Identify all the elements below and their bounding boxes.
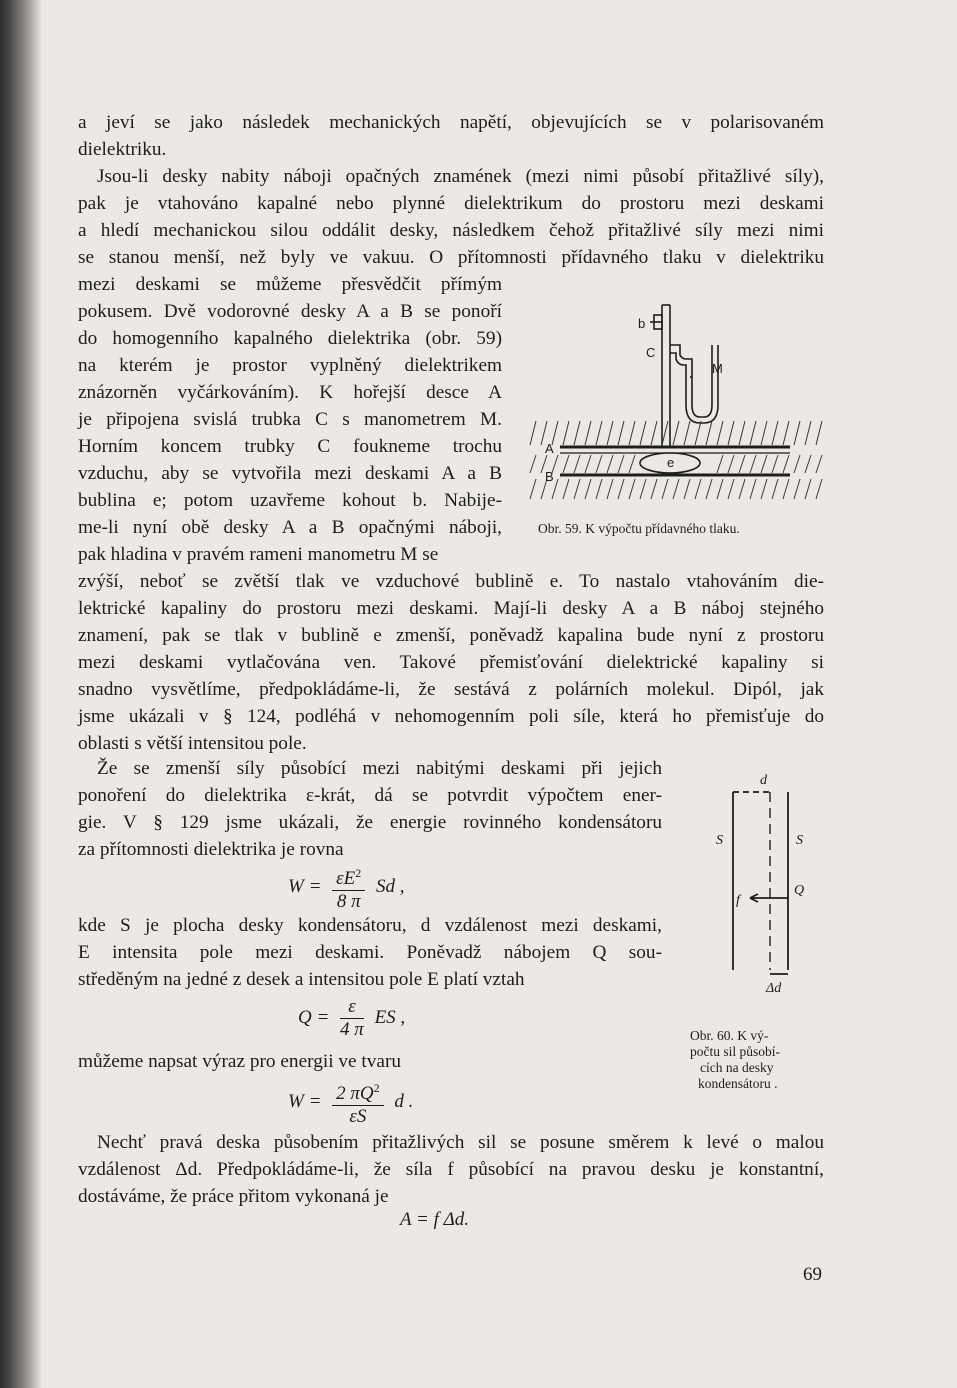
hatch-stroke: [651, 421, 657, 445]
hatch-stroke: [816, 455, 822, 473]
scan-binding-shadow: [0, 0, 42, 1388]
hatch-stroke: [717, 479, 723, 499]
hatch-stroke: [794, 479, 800, 499]
hatch-stroke: [717, 421, 723, 445]
formula-work: A = f Δd.: [400, 1209, 470, 1230]
hatch-stroke: [640, 479, 646, 499]
hatch-stroke: [706, 479, 712, 499]
text-line: Jsou-li desky nabity náboji opačných znamének (mezi nimi působí přitažlivé síly),: [97, 166, 824, 187]
hatch-stroke: [783, 479, 789, 499]
hatch-stroke: [607, 479, 613, 499]
text-line: me-li nyní obě desky A a B opačnými náboji,: [78, 517, 502, 538]
label-f: f: [736, 893, 740, 908]
hatch-stroke: [574, 479, 580, 499]
hatch-stroke: [717, 455, 723, 473]
hatch-stroke: [772, 479, 778, 499]
text-line: Že se zmenší síly působící mezi nabitými deskami při jejich: [97, 758, 662, 779]
label-d: d: [760, 773, 767, 788]
hatch-stroke: [772, 421, 778, 445]
text-line: E intensita pole mezi deskami. Poněvadž nábojem Q sou-: [78, 942, 662, 963]
text-line: mezi deskami vytlačována ven. Takové přemisťování dielektrické kapaliny si: [78, 652, 824, 673]
text-line: pokusem. Dvě vodorovné desky A a B se ponoří: [78, 301, 502, 322]
hatch-stroke: [750, 455, 756, 473]
text-line: vzdálenost Δd. Předpokládáme-li, že síla f působící na pravou desku je konstantní,: [78, 1159, 824, 1180]
formula-energy-charge: W = $\frac{2 \pi Q^2}{\varepsilon S}$ d .: [288, 1077, 413, 1128]
label-delta-d: Δd: [766, 981, 782, 996]
text-line: znamení, pak se tlak v bublině e zmenší, poněvadž kapalina bude nyní z prostoru: [78, 625, 824, 646]
text-line: bublina e; potom uzavřeme kohout b. Nabije-: [78, 490, 502, 511]
hatch-stroke: [618, 479, 624, 499]
text-line: na kterém je prostor vyplněný dielektrikem: [78, 355, 502, 376]
text-line: lektrické kapaliny do prostoru mezi deskami. Mají-li desky A a B náboj stejného: [78, 598, 824, 619]
text-line: za přítomnosti dielektrika je rovna: [78, 839, 344, 860]
hatch-stroke: [607, 455, 613, 473]
text-line: dielektriku.: [78, 139, 167, 160]
text-line: zvýší, neboť se zvětší tlak ve vzduchové bublině e. To nastalo vtahováním die-: [78, 571, 824, 592]
hatch-stroke: [585, 455, 591, 473]
formula-energy-dielectric: W = $\frac{\varepsilon E^2}{8 \pi}$ Sd ,: [288, 862, 405, 913]
hatch-stroke: [618, 421, 624, 445]
hatch-stroke: [596, 455, 602, 473]
hatch-stroke: [673, 479, 679, 499]
hatch-stroke: [673, 421, 679, 445]
hatch-stroke: [662, 479, 668, 499]
figure-59-diagram: [520, 295, 830, 515]
hatch-stroke: [739, 421, 745, 445]
text-line: jsme ukázali v § 124, podléhá v nehomogenním poli síle, která ho přemisťuje do: [78, 706, 824, 727]
hatch-stroke: [783, 455, 789, 473]
text-line: dostáváme, že práce přitom vykonaná je: [78, 1186, 389, 1207]
label-B: B: [545, 469, 554, 484]
caption-line: počtu sil působí-: [690, 1044, 780, 1059]
text-line: a jeví se jako následek mechanických napětí, objevujících se v polarisovaném: [78, 112, 824, 133]
label-Q: Q: [794, 883, 805, 898]
hatch-stroke: [651, 479, 657, 499]
hatch-stroke: [816, 479, 822, 499]
hatch-stroke: [728, 455, 734, 473]
hatch-stroke: [728, 479, 734, 499]
hatch-stroke: [585, 479, 591, 499]
hatch-stroke: [783, 421, 789, 445]
hatch-stroke: [530, 455, 536, 473]
hatch-stroke: [761, 479, 767, 499]
hatch-stroke: [585, 421, 591, 445]
hatch-stroke: [596, 479, 602, 499]
hatch-stroke: [640, 421, 646, 445]
text-line: je připojena svislá trubka C s manometrem M.: [78, 409, 502, 430]
hatch-stroke: [706, 421, 712, 445]
text-line: znázorněn vyčárkováním). K hořejší desce A: [78, 382, 502, 403]
label-S-right: S: [796, 833, 803, 848]
hatch-stroke: [761, 421, 767, 445]
text-line: oblasti s větší intensitou pole.: [78, 733, 307, 754]
hatch-stroke: [530, 421, 536, 445]
caption-line: kondensátoru .: [698, 1076, 778, 1091]
text-line: a hledí mechanickou silou oddálit desky, následkem čehož přitažlivé síly mezi nimi: [78, 220, 824, 241]
hatch-stroke: [794, 455, 800, 473]
caption-line: cích na desky: [700, 1060, 774, 1075]
hatch-stroke: [739, 479, 745, 499]
text-line: vzduchu, aby se vytvořila mezi deskami A a B: [78, 463, 502, 484]
text-line: mezi deskami se můžeme přesvědčit přímým: [78, 274, 502, 295]
hatch-stroke: [695, 421, 701, 445]
text-line: Nechť pravá deska působením přitažlivých sil se posune směrem k levé o malou: [97, 1132, 824, 1153]
hatch-stroke: [695, 479, 701, 499]
figure-60-diagram: [700, 770, 830, 1000]
text-line: do homogenního kapalného dielektrika (obr. 59): [78, 328, 502, 349]
label-e: e: [667, 455, 675, 470]
hatch-stroke: [750, 421, 756, 445]
hatch-stroke: [618, 455, 624, 473]
hatch-stroke: [805, 421, 811, 445]
hatch-stroke: [662, 421, 668, 445]
hatch-stroke: [739, 455, 745, 473]
hatch-stroke: [563, 421, 569, 445]
text-line: se stanou menší, než byly ve vakuu. O přítomnosti přídavného tlaku v dielektriku: [78, 247, 824, 268]
label-b: b: [638, 316, 646, 331]
label-S-left: S: [716, 833, 723, 848]
hatch-stroke: [772, 455, 778, 473]
hatch-stroke: [816, 421, 822, 445]
hatch-stroke: [794, 421, 800, 445]
hatch-stroke: [563, 479, 569, 499]
text-line: středěným na jedné z desek a intensitou pole E platí vztah: [78, 969, 525, 990]
hatch-stroke: [629, 479, 635, 499]
hatch-stroke: [684, 479, 690, 499]
text-line: snadno vysvětlíme, předpokládáme-li, že sestává z polárních molekul. Dipól, jak: [78, 679, 824, 700]
figure-59-caption: Obr. 59. K výpočtu přídavného tlaku.: [538, 521, 740, 536]
hatch-stroke: [596, 421, 602, 445]
text-line: můžeme napsat výraz pro energii ve tvaru: [78, 1051, 402, 1072]
hatch-stroke: [530, 479, 536, 499]
hatch-stroke: [563, 455, 569, 473]
text-line: Horním koncem trubky C foukneme trochu: [78, 436, 502, 457]
text-line: kde S je plocha desky kondensátoru, d vzdálenost mezi deskami,: [78, 915, 662, 936]
text-line: pak je vtahováno kapalné nebo plynné dielektrikum do prostoru mezi deskami: [78, 193, 824, 214]
hatch-stroke: [574, 455, 580, 473]
formula-charge: Q = $\frac{\varepsilon}{4 \pi}$ ES ,: [298, 996, 406, 1040]
text-line: ponoření do dielektrika ε-krát, dá se potvrdit výpočtem ener-: [78, 785, 662, 806]
text-line: pak hladina v pravém rameni manometru M se: [78, 544, 439, 565]
hatch-stroke: [607, 421, 613, 445]
hatch-stroke: [805, 479, 811, 499]
hatch-stroke: [761, 455, 767, 473]
hatch-stroke: [684, 421, 690, 445]
hatch-stroke: [728, 421, 734, 445]
page-number: 69: [803, 1264, 822, 1285]
caption-line: Obr. 60. K vý-: [690, 1028, 769, 1043]
hatch-stroke: [629, 455, 635, 473]
figure-60-caption: [690, 1028, 780, 1092]
label-M: M: [712, 361, 723, 376]
text-line: gie. V § 129 jsme ukázali, že energie rovinného kondensátoru: [78, 812, 662, 833]
hatch-stroke: [629, 421, 635, 445]
hatch-stroke: [805, 455, 811, 473]
hatch-stroke: [750, 479, 756, 499]
label-A: A: [545, 441, 554, 456]
hatch-stroke: [574, 421, 580, 445]
label-C: C: [646, 345, 656, 360]
